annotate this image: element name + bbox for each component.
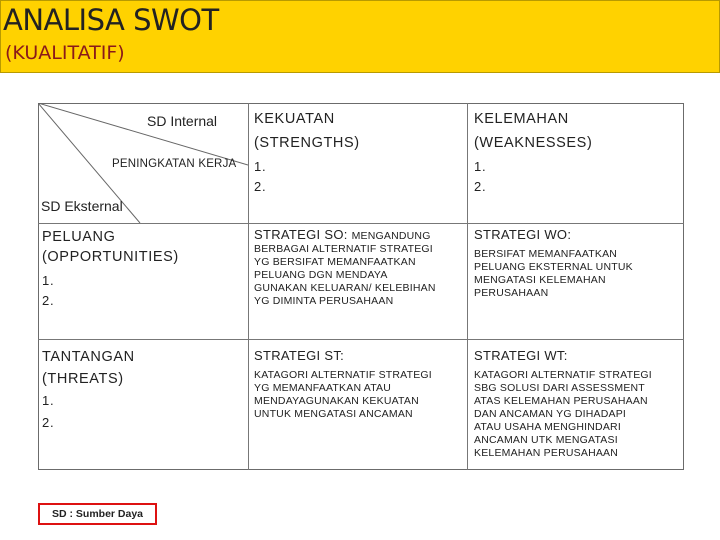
so-strategy-line: YG BERSIFAT MEMANFAATKAN [254,256,416,268]
st-strategy-line: UNTUK MENGATASI ANCAMAN [254,408,413,420]
wo-strategy-title: STRATEGI WO: [474,227,572,242]
wt-strategy-line: SBG SOLUSI DARI ASSESSMENT [474,382,645,394]
opportunities-item: 1. [42,273,55,288]
external-label: SD Eksternal [41,198,123,214]
threats-heading: TANTANGAN [42,349,135,365]
column-divider [467,103,468,470]
so-strategy-line: YG DIMINTA PERUSAHAAN [254,295,394,307]
opportunities-item: 2. [42,293,55,308]
column-divider [248,103,249,470]
wo-strategy-line: BERSIFAT MEMANFAATKAN [474,248,618,260]
so-strategy-line: PELUANG DGN MENDAYA [254,269,388,281]
wt-strategy-title: STRATEGI WT: [474,348,568,363]
wt-strategy-line: ATAS KELEMAHAN PERUSAHAAN [474,395,648,407]
st-strategy-line: YG MEMANFAATKAN ATAU [254,382,392,394]
row-divider [38,339,684,340]
title-banner [0,0,720,73]
wt-strategy-line: DAN ANCAMAN YG DIHADAPI [474,408,627,420]
row-divider [38,223,684,224]
weaknesses-item: 2. [474,179,487,194]
weaknesses-heading-en: (WEAKNESSES) [474,135,593,151]
wo-strategy-line: PERUSAHAAN [474,287,549,299]
footnote-legend: SD : Sumber Daya [38,503,157,525]
wo-strategy-line: PELUANG EKSTERNAL UNTUK [474,261,633,273]
wt-strategy-line: KATAGORI ALTERNATIF STRATEGI [474,369,652,381]
page-title: ANALISA SWOT [3,3,219,37]
threats-item: 2. [42,415,55,430]
st-strategy-title: STRATEGI ST: [254,348,345,363]
opportunities-heading: PELUANG [42,229,116,245]
st-strategy-line: MENDAYAGUNAKAN KEKUATAN [254,395,419,407]
weaknesses-heading: KELEMAHAN [474,111,569,127]
wt-strategy-line: ANCAMAN UTK MENGATASI [474,434,618,446]
wo-strategy-line: MENGATASI KELEMAHAN [474,274,606,286]
weaknesses-item: 1. [474,159,487,174]
performance-label: PENINGKATAN KERJA [112,158,237,170]
strengths-heading-en: (STRENGTHS) [254,135,360,151]
strengths-item: 1. [254,159,267,174]
strengths-heading: KEKUATAN [254,111,335,127]
wt-strategy-line: KELEMAHAN PERUSAHAAN [474,447,619,459]
so-strategy-title: STRATEGI SO: MENGANDUNG [254,227,431,242]
wt-strategy-line: ATAU USAHA MENGHINDARI [474,421,621,433]
opportunities-heading-en: (OPPORTUNITIES) [42,249,179,265]
internal-label: SD Internal [147,113,218,129]
page-subtitle: (KUALITATIF) [5,42,125,64]
st-strategy-line: KATAGORI ALTERNATIF STRATEGI [254,369,432,381]
threats-item: 1. [42,393,55,408]
strengths-item: 2. [254,179,267,194]
so-strategy-line: GUNAKAN KELUARAN/ KELEBIHAN [254,282,436,294]
threats-heading-en: (THREATS) [42,371,124,387]
so-strategy-line: BERBAGAI ALTERNATIF STRATEGI [254,243,433,255]
